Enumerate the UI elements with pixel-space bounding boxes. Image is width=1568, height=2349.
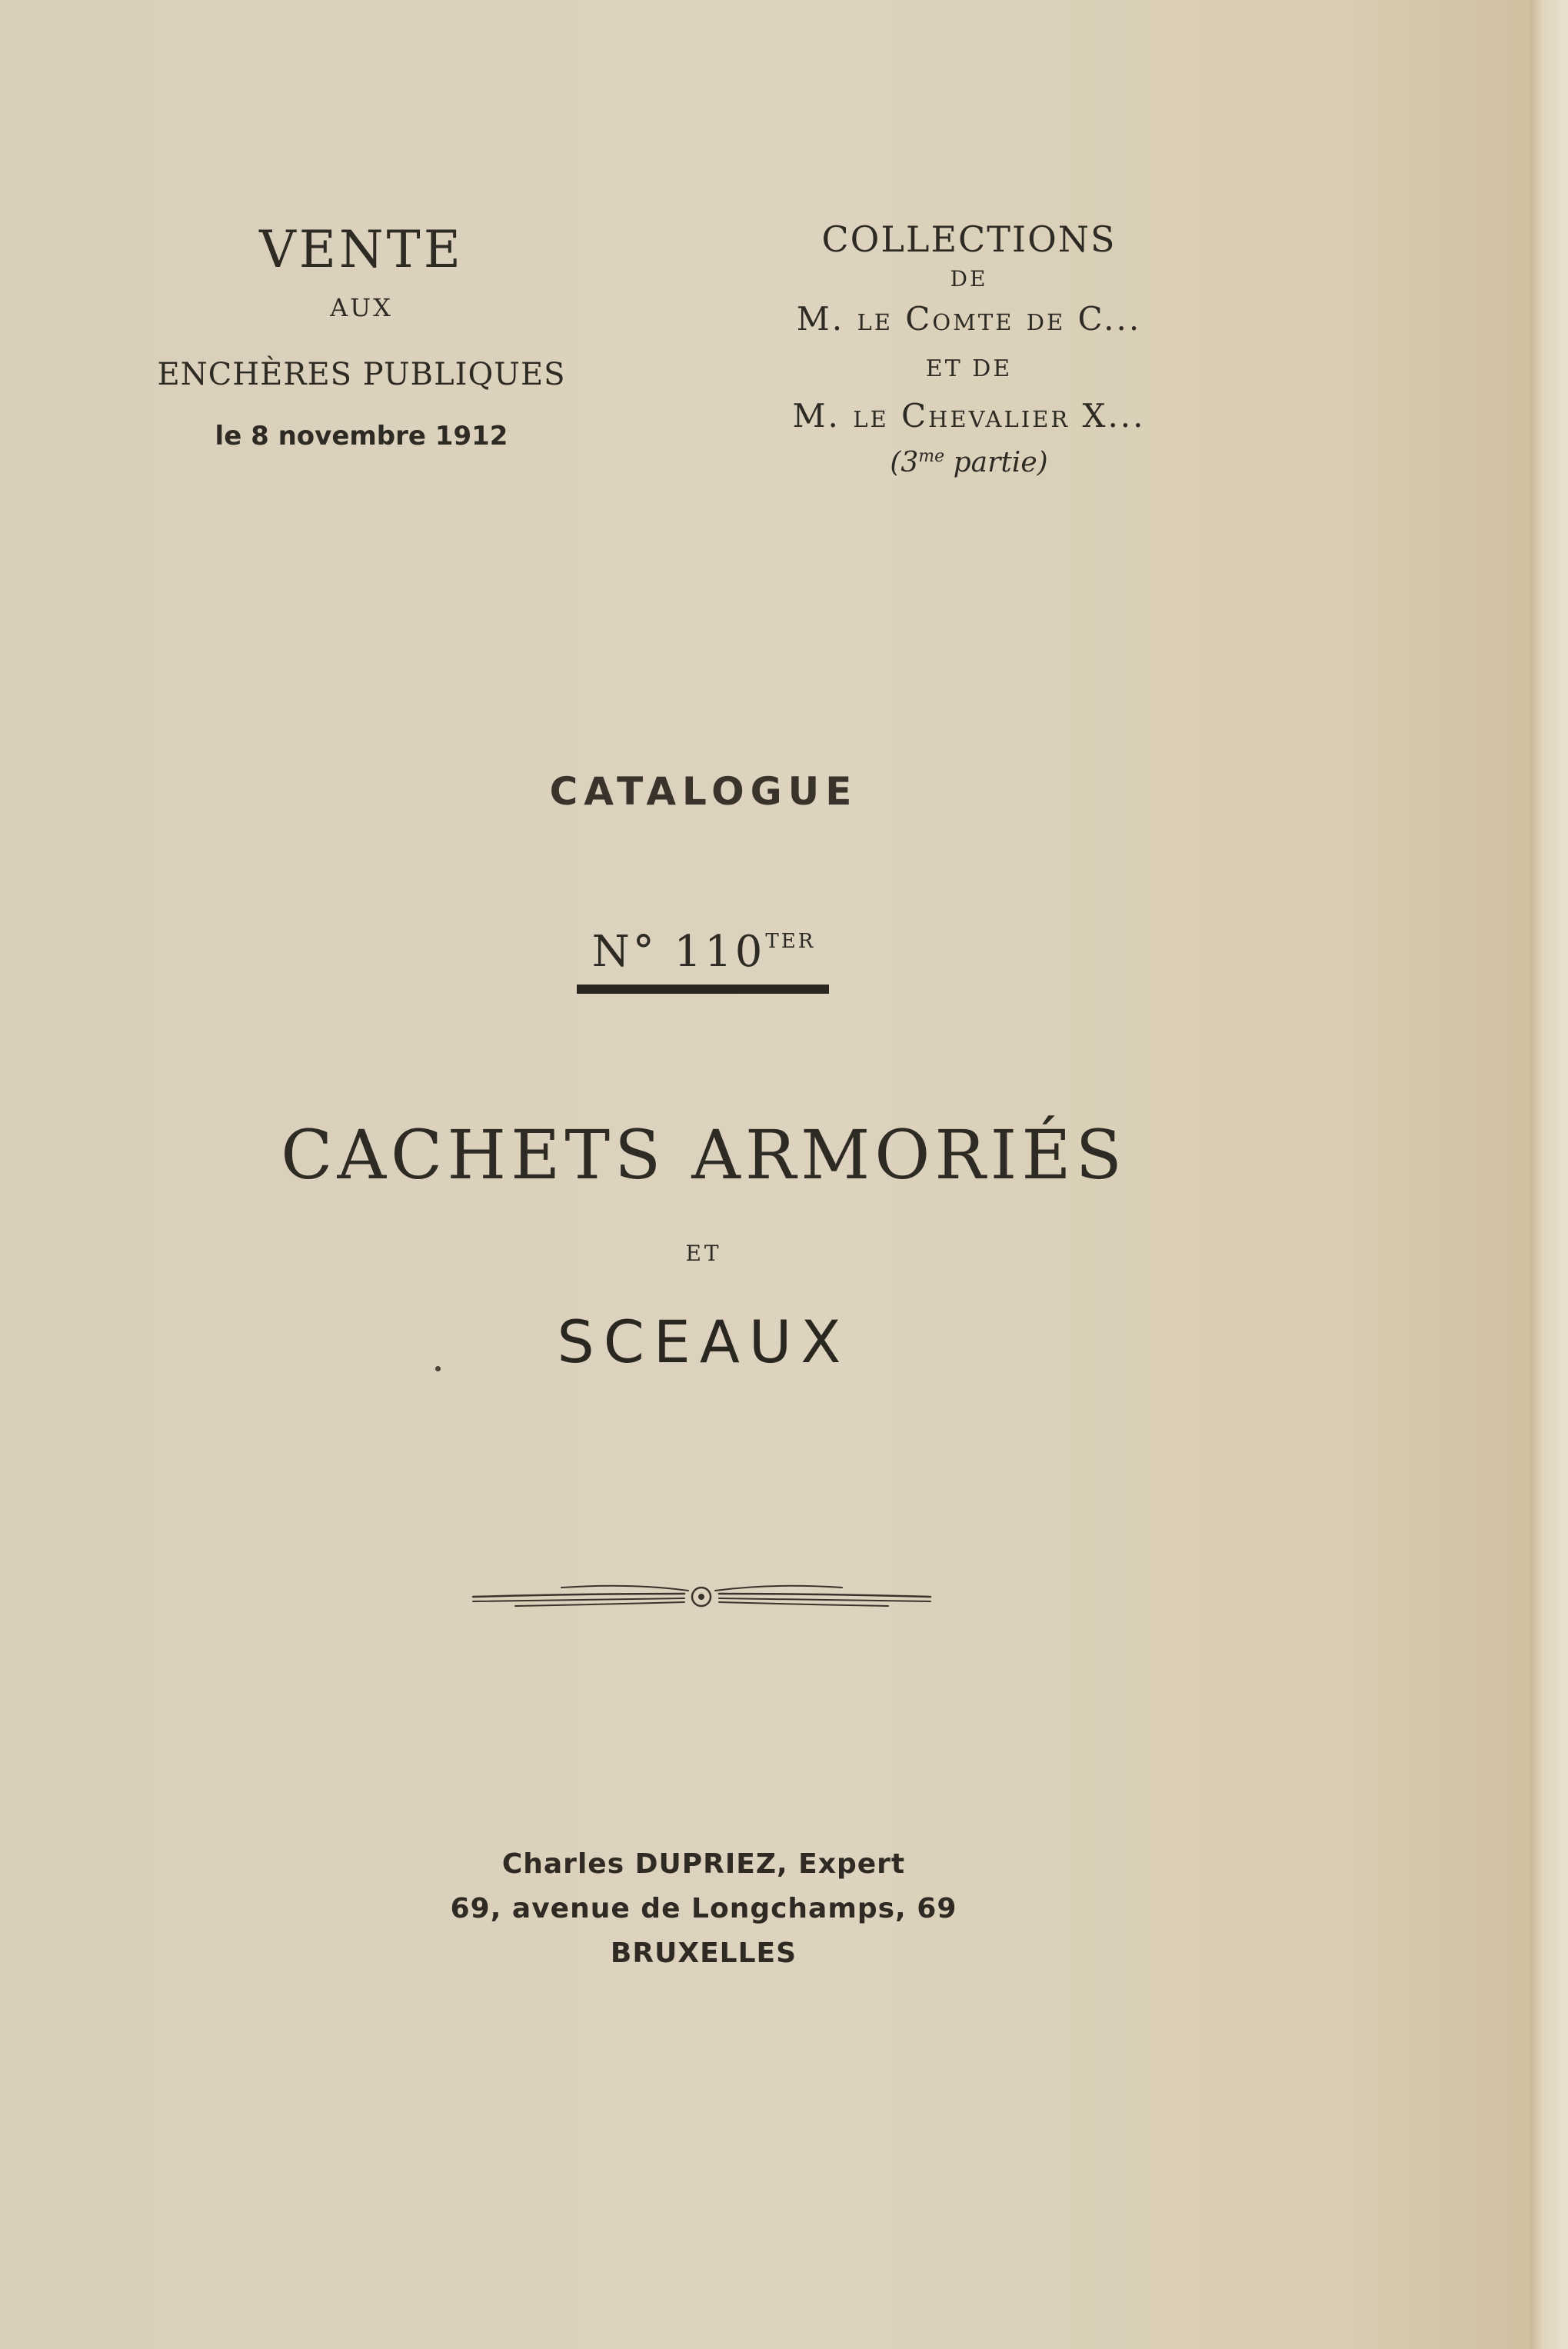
- collections-info: [677, 217, 1261, 480]
- collections-de: DE: [950, 266, 988, 292]
- part-ordinal: me: [918, 447, 945, 466]
- catalogue-number: [0, 927, 1407, 977]
- title-main: CACHETS ARMORIÉS: [281, 1115, 1127, 1194]
- collection-part: [677, 440, 1261, 480]
- sale-type: ENCHÈRES PUBLIQUES: [157, 357, 566, 392]
- part-rest: partie): [944, 447, 1048, 478]
- catalogue-label: CATALOGUE: [549, 769, 858, 814]
- catalogue-number-main: N° 110: [591, 927, 766, 977]
- part-open: (3: [890, 447, 919, 478]
- sale-announcement: [108, 219, 615, 453]
- page-edge: [1530, 0, 1568, 2349]
- title-connector: ET: [685, 1241, 722, 1266]
- sale-date: le 8 novembre 1912: [215, 421, 508, 451]
- ornamental-divider-icon: [469, 1569, 934, 1615]
- ink-speck: [435, 1366, 441, 1371]
- expert-info: [0, 1842, 1407, 1976]
- catalogue-number-suffix: TER: [765, 930, 816, 953]
- title-secondary: SCEAUX: [557, 1308, 851, 1376]
- expert-city: BRUXELLES: [610, 1938, 797, 1969]
- collections-et-de: ET DE: [925, 355, 1013, 382]
- expert-name: Charles DUPRIEZ, Expert: [501, 1848, 906, 1880]
- collector-chevalier: M. le Chevalier X...: [792, 397, 1146, 435]
- catalogue-number-rule: [577, 985, 829, 994]
- collections-heading: COLLECTIONS: [821, 218, 1117, 260]
- sale-aux: AUX: [330, 293, 393, 322]
- collector-comte: M. le Comte de C...: [796, 300, 1142, 338]
- sale-heading: VENTE: [259, 220, 464, 279]
- expert-address: 69, avenue de Longchamps, 69: [450, 1893, 957, 1924]
